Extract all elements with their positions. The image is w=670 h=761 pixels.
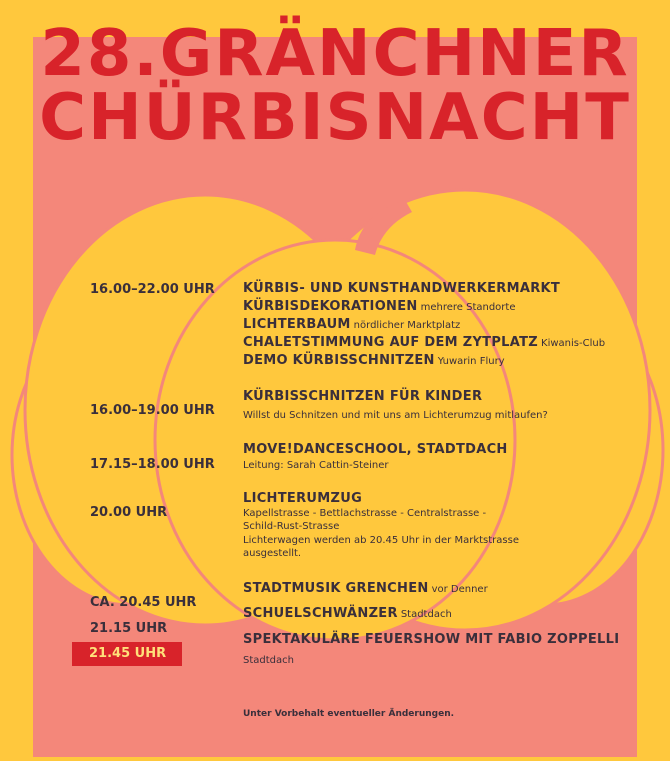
time-label: 20.00 UHR (90, 505, 168, 520)
time-label: 21.15 UHR (90, 621, 168, 636)
event-description: Kapellstrasse - Bettlachstrasse - Centralstrasse - (243, 508, 487, 519)
event-item (243, 353, 505, 368)
event-description: ausgestellt. (243, 548, 302, 559)
event-description: Willst du Schnitzen und mit uns am Lichterumzug mitlaufen? (243, 410, 548, 421)
footer-note: Unter Vorbehalt eventueller Änderungen. (243, 709, 455, 719)
event-item (243, 491, 362, 506)
event-title: MOVE!DANCESCHOOL, STADTDACH (243, 442, 508, 457)
event-location: Yuwarin Flury (437, 356, 505, 367)
event-location: vor Denner (431, 584, 488, 595)
page-title-line-2: CHÜRBISNACHT (39, 81, 631, 155)
event-item (243, 281, 560, 296)
event-item (243, 581, 488, 596)
event-description: Lichterwagen werden ab 20.45 Uhr in der Marktstrasse (243, 535, 519, 546)
event-title: LICHTERUMZUG (243, 491, 363, 506)
event-location: Stadtdach (243, 655, 294, 666)
event-item (243, 317, 460, 332)
event-title: KÜRBISSCHNITZEN FÜR KINDER (243, 389, 483, 404)
event-title: DEMO KÜRBISSCHNITZEN (243, 353, 435, 368)
event-title: KÜRBISDEKORATIONEN (243, 299, 418, 314)
event-item (243, 606, 452, 621)
event-description: Schild-Rust-Strasse (243, 521, 340, 532)
event-title: STADTMUSIK GRENCHEN (243, 581, 429, 596)
time-label: 17.15–18.00 UHR (90, 457, 215, 472)
event-item (243, 442, 508, 457)
event-title: SPEKTAKULÄRE FEUERSHOW MIT FABIO ZOPPELLI (243, 632, 620, 647)
event-location: mehrere Standorte (420, 302, 516, 313)
event-location: Kiwanis-Club (541, 338, 606, 349)
event-title: SCHUELSCHWÄNZER (243, 606, 398, 621)
event-location: nördlicher Marktplatz (353, 320, 461, 331)
event-location: Stadtdach (400, 609, 452, 620)
highlight-time-badge: 21.45 UHR (72, 642, 182, 666)
event-title: CHALETSTIMMUNG AUF DEM ZYTPLATZ (243, 335, 539, 350)
time-label: 16.00–19.00 UHR (90, 403, 215, 418)
event-item (243, 632, 619, 647)
page-title-line-1: 28.GRÄNCHNER (40, 17, 630, 91)
event-description: Leitung: Sarah Cattin-Steiner (243, 460, 389, 471)
event-item (243, 335, 605, 350)
time-label: 16.00–22.00 UHR (90, 282, 215, 297)
event-item (243, 389, 482, 404)
event-title: LICHTERBAUM (243, 317, 351, 332)
time-label: CA. 20.45 UHR (90, 595, 197, 610)
event-title: KÜRBIS- UND KUNSTHANDWERKERMARKT (243, 281, 561, 296)
event-item (243, 299, 515, 314)
